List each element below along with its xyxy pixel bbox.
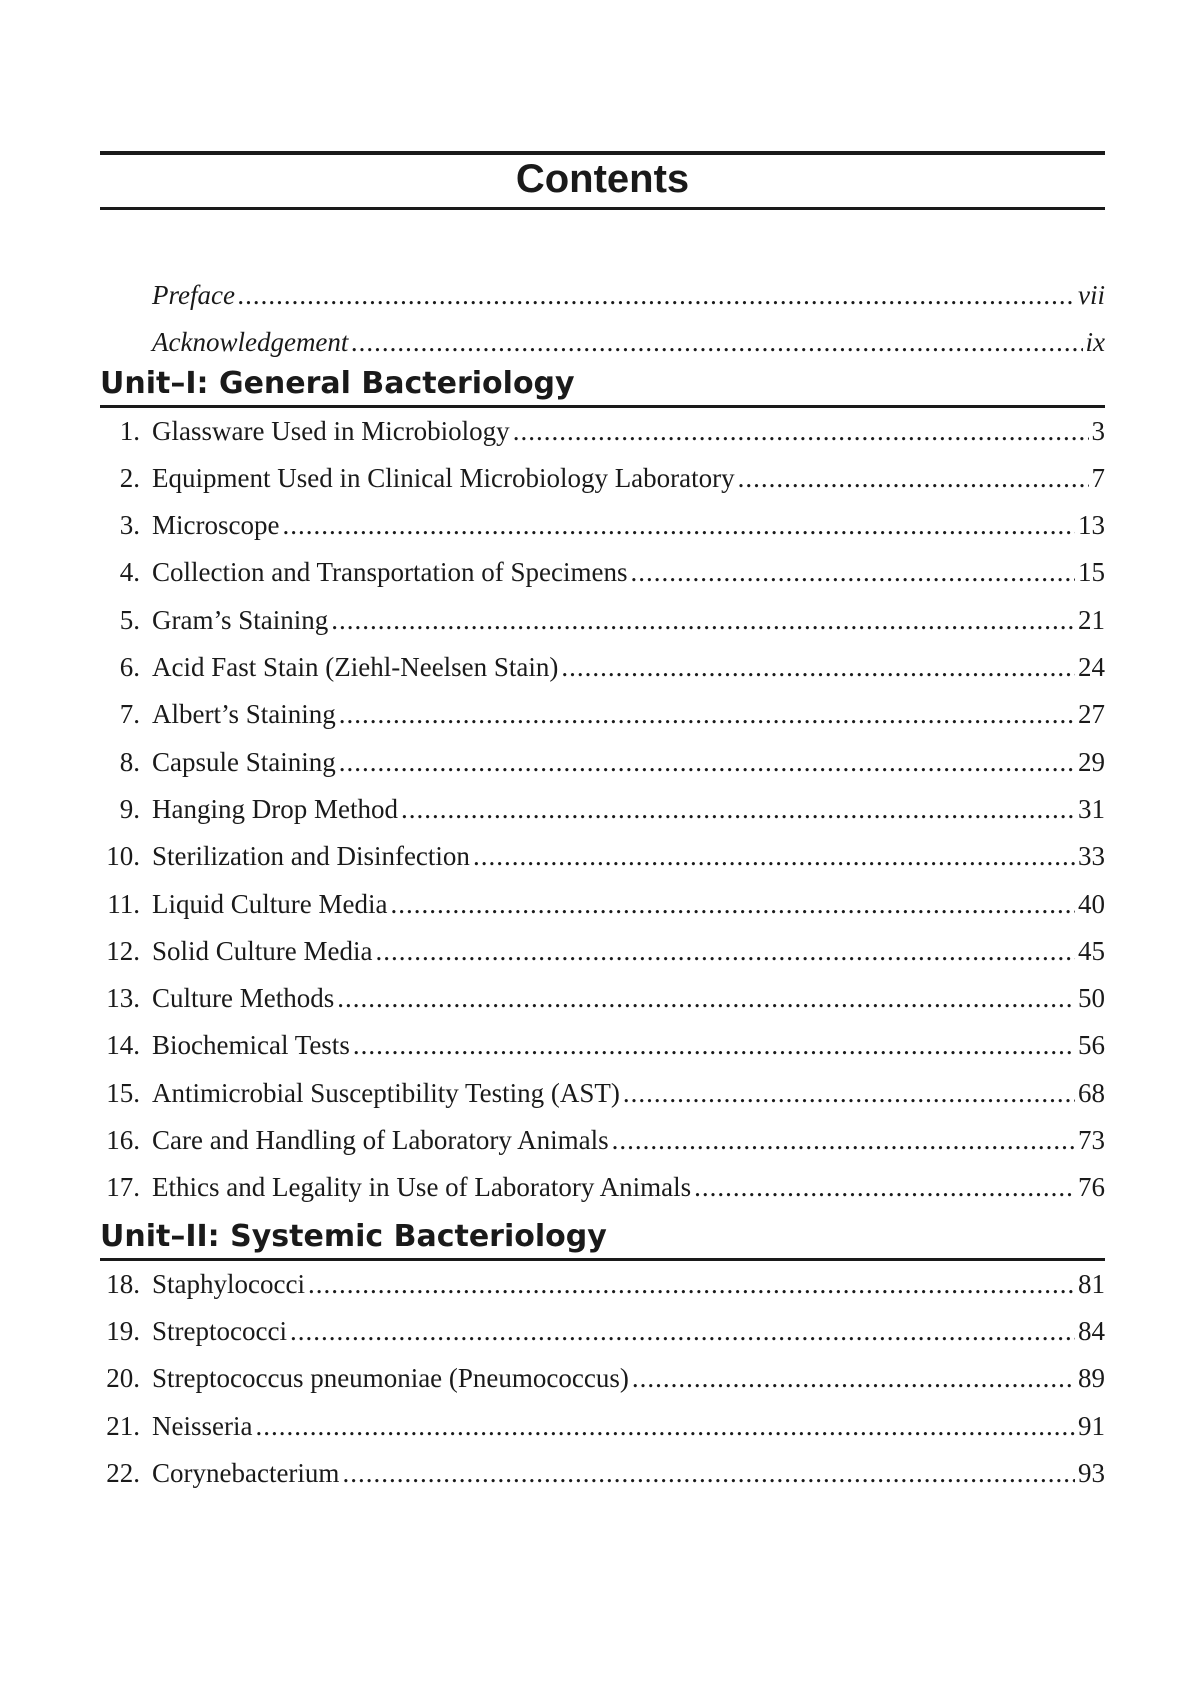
contents-page <box>100 0 1105 1497</box>
entry-page: 13 <box>1078 510 1105 541</box>
entry-label: Solid Culture Media <box>152 935 373 966</box>
unit-2-list <box>100 1261 1105 1497</box>
entry-label: Microscope <box>152 510 280 541</box>
entry-page: 3 <box>1091 415 1105 446</box>
entry-label: Streptococcus pneumoniae (Pneumococcus) <box>152 1363 629 1394</box>
entry-page: 76 <box>1078 1172 1105 1203</box>
entry-page: 56 <box>1078 1030 1105 1061</box>
entry-page: 81 <box>1078 1268 1105 1299</box>
dot-leader <box>339 739 1075 786</box>
entry-number: 18. <box>106 1268 140 1299</box>
toc-entry[interactable] <box>100 1308 1105 1355</box>
entry-label: Biochemical Tests <box>152 1030 350 1061</box>
entry-page: 68 <box>1078 1077 1105 1108</box>
entry-number: 6. <box>119 652 140 683</box>
entry-label: Sterilization and Disinfection <box>152 841 470 872</box>
toc-entry[interactable] <box>100 597 1105 644</box>
entry-page: 24 <box>1078 652 1105 683</box>
entry-number: 5. <box>119 604 140 635</box>
dot-leader <box>308 1261 1075 1308</box>
entry-label: Preface <box>152 280 235 310</box>
toc-entry[interactable] <box>100 455 1105 502</box>
title-block <box>100 151 1105 210</box>
entry-page: 84 <box>1078 1315 1105 1346</box>
dot-leader <box>390 881 1075 928</box>
entry-number: 2. <box>119 462 140 493</box>
toc-entry[interactable] <box>100 502 1105 549</box>
entry-page: ix <box>1085 327 1105 358</box>
entry-number: 3. <box>119 510 140 541</box>
entry-page: 27 <box>1078 699 1105 730</box>
entry-number: 9. <box>119 793 140 824</box>
entry-number: 11. <box>107 888 140 919</box>
entry-number: 21. <box>106 1410 140 1441</box>
toc-entry[interactable] <box>100 833 1105 880</box>
toc-entry[interactable] <box>100 1403 1105 1450</box>
entry-label: Culture Methods <box>152 983 335 1014</box>
dot-leader <box>623 1070 1075 1117</box>
unit-heading-2: Unit–II: Systemic Bacteriology <box>100 1222 1105 1261</box>
entry-label: Collection and Transportation of Specimens <box>152 557 628 588</box>
front-matter-list <box>100 272 1105 367</box>
entry-page: vii <box>1078 280 1105 310</box>
toc-entry[interactable] <box>100 1022 1105 1069</box>
toc-entry[interactable] <box>100 928 1105 975</box>
entry-number: 1. <box>119 415 140 446</box>
entry-number: 12. <box>106 935 140 966</box>
toc-entry[interactable] <box>100 1355 1105 1402</box>
toc-entry[interactable] <box>100 1261 1105 1308</box>
entry-label: Acknowledgement <box>152 327 349 358</box>
entry-label: Hanging Drop Method <box>152 793 398 824</box>
entry-label: Equipment Used in Clinical Microbiology Laboratory <box>152 462 735 493</box>
entry-label: Capsule Staining <box>152 746 336 777</box>
entry-page: 73 <box>1078 1125 1105 1156</box>
entry-label: Acid Fast Stain (Ziehl-Neelsen Stain) <box>152 652 559 683</box>
entry-label: Liquid Culture Media <box>152 888 388 919</box>
entry-number: 22. <box>106 1457 140 1488</box>
entry-number: 20. <box>106 1363 140 1394</box>
entry-page: 7 <box>1091 462 1105 493</box>
toc-entry[interactable] <box>100 549 1105 596</box>
unit-heading-1: Unit–I: General Bacteriology <box>100 369 1105 408</box>
dot-leader <box>238 272 1075 319</box>
entry-page: 40 <box>1078 888 1105 919</box>
dot-leader <box>561 644 1075 691</box>
toc-entry[interactable] <box>100 1117 1105 1164</box>
entry-page: 93 <box>1078 1457 1105 1488</box>
entry-number: 10. <box>106 841 140 872</box>
entry-label: Ethics and Legality in Use of Laboratory Animals <box>152 1172 692 1203</box>
dot-leader <box>513 408 1089 455</box>
dot-leader <box>632 1355 1075 1402</box>
entry-number: 17. <box>106 1172 140 1203</box>
toc-entry[interactable] <box>100 975 1105 1022</box>
dot-leader <box>255 1403 1075 1450</box>
dot-leader <box>375 928 1075 975</box>
entry-page: 91 <box>1078 1410 1105 1441</box>
dot-leader <box>694 1164 1075 1211</box>
entry-number: 8. <box>119 746 140 777</box>
entry-label: Corynebacterium <box>152 1457 340 1488</box>
entry-number: 4. <box>119 557 140 588</box>
toc-entry[interactable] <box>100 691 1105 738</box>
dot-leader <box>339 691 1075 738</box>
entry-label: Care and Handling of Laboratory Animals <box>152 1125 609 1156</box>
entry-label: Gram’s Staining <box>152 604 329 635</box>
dot-leader <box>342 1450 1075 1497</box>
entry-page: 50 <box>1078 983 1105 1014</box>
toc-entry[interactable] <box>100 1450 1105 1497</box>
entry-label: Albert’s Staining <box>152 699 336 730</box>
entry-page: 45 <box>1078 935 1105 966</box>
entry-label: Glassware Used in Microbiology <box>152 415 510 446</box>
dot-leader <box>630 549 1075 596</box>
entry-page: 15 <box>1078 557 1105 588</box>
entry-number: 16. <box>106 1125 140 1156</box>
dot-leader <box>351 319 1082 366</box>
entry-label: Neisseria <box>152 1410 253 1441</box>
dot-leader <box>337 975 1075 1022</box>
dot-leader <box>612 1117 1075 1164</box>
toc-entry[interactable] <box>100 644 1105 691</box>
toc-entry[interactable] <box>100 881 1105 928</box>
unit-1-list <box>100 408 1105 1212</box>
entry-label: Streptococci <box>152 1315 287 1346</box>
entry-number: 13. <box>106 983 140 1014</box>
dot-leader <box>282 502 1075 549</box>
dot-leader <box>738 455 1089 502</box>
entry-number: 19. <box>106 1315 140 1346</box>
toc-entry[interactable] <box>100 408 1105 455</box>
entry-number: 7. <box>119 699 140 730</box>
dot-leader <box>473 833 1075 880</box>
toc-entry[interactable] <box>100 786 1105 833</box>
dot-leader <box>290 1308 1075 1355</box>
entry-page: 31 <box>1078 793 1105 824</box>
entry-page: 21 <box>1078 604 1105 635</box>
toc-entry[interactable] <box>100 739 1105 786</box>
entry-label: Staphylococci <box>152 1268 305 1299</box>
toc-entry-preface[interactable] <box>152 272 1105 319</box>
entry-number: 15. <box>106 1077 140 1108</box>
entry-page: 33 <box>1078 841 1105 872</box>
toc-entry-acknowledgement[interactable] <box>152 319 1105 366</box>
entry-label: Antimicrobial Susceptibility Testing (AST) <box>152 1077 620 1108</box>
page-title: Contents <box>515 157 690 201</box>
toc-entry[interactable] <box>100 1070 1105 1117</box>
dot-leader <box>331 597 1075 644</box>
entry-page: 89 <box>1078 1363 1105 1394</box>
dot-leader <box>401 786 1075 833</box>
toc-entry[interactable] <box>100 1164 1105 1211</box>
entry-page: 29 <box>1078 746 1105 777</box>
entry-number: 14. <box>106 1030 140 1061</box>
dot-leader <box>353 1022 1075 1069</box>
